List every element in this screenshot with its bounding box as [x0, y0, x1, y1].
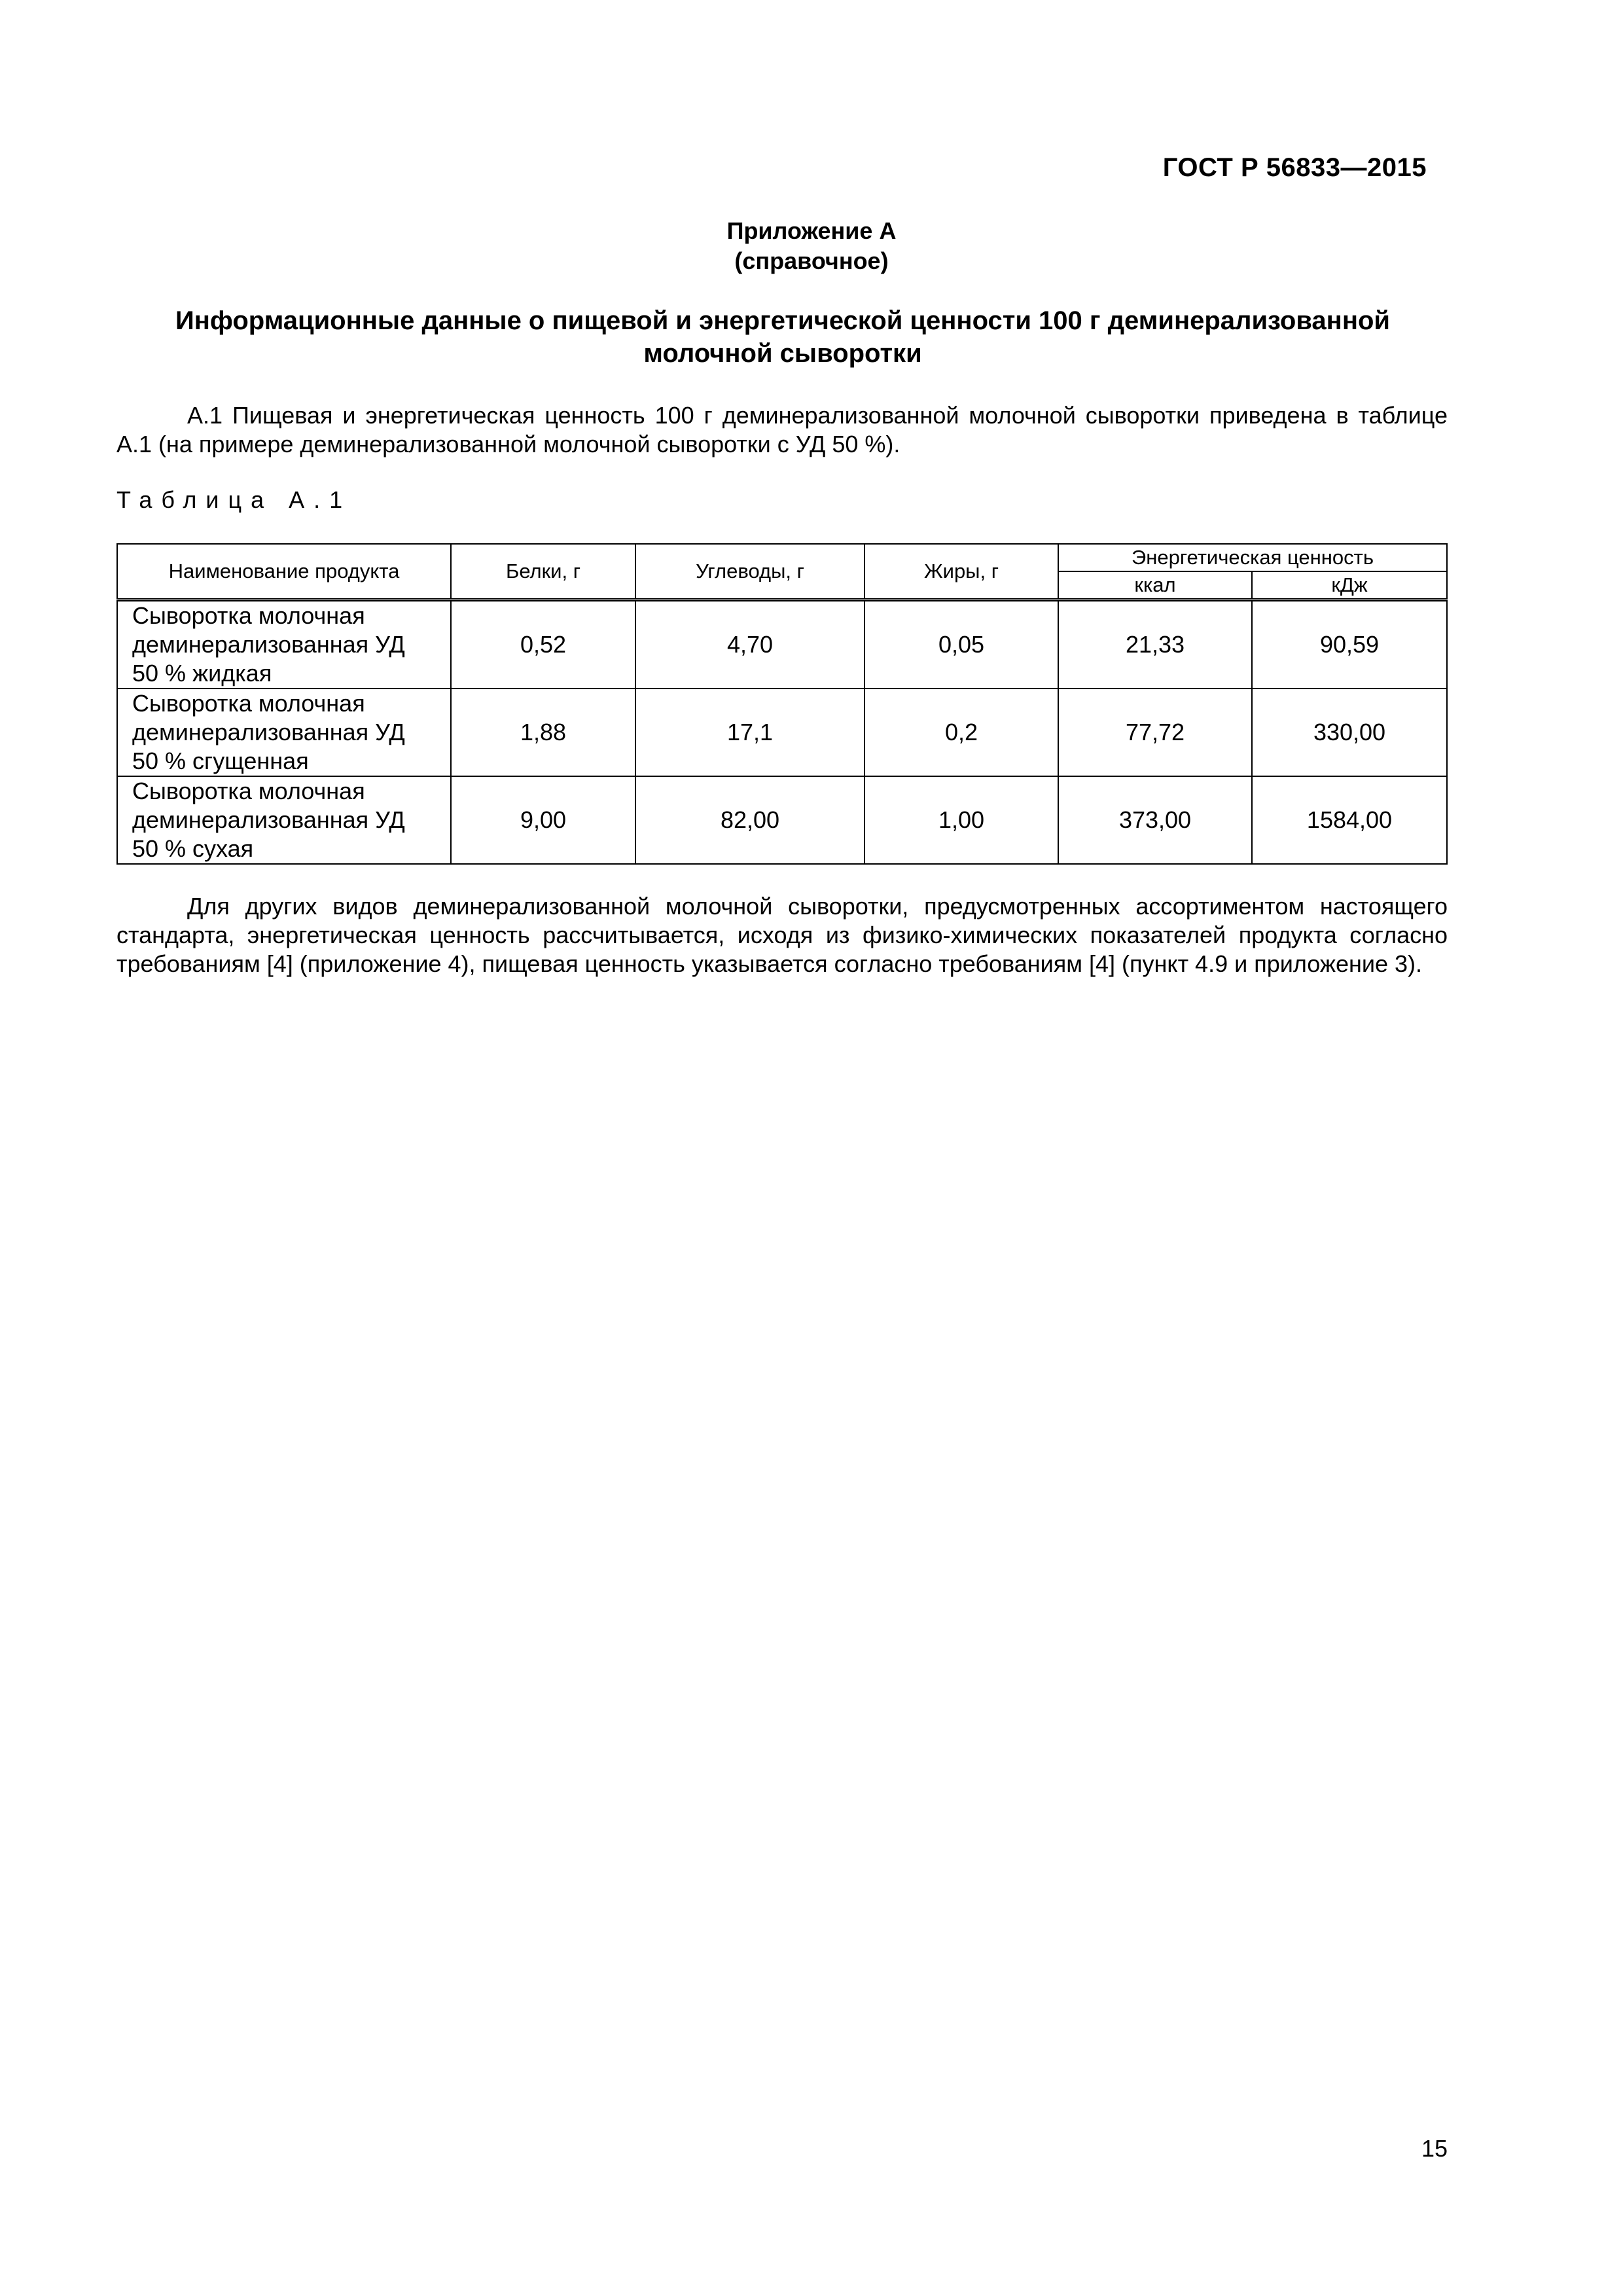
section-heading-line-2: молочной сыворотки — [643, 339, 922, 368]
cell-carbs: 82,00 — [635, 776, 865, 864]
annex-title: Приложение А — [726, 217, 897, 244]
cell-product-name — [117, 689, 451, 776]
cell-fat: 0,05 — [865, 600, 1058, 689]
annex-subtitle: (справочное) — [734, 247, 889, 274]
intro-paragraph: А.1 Пищевая и энергетическая ценность 100 г деминерализованной молочной сыворотки приведена в таблице А.1 (на примере деминерализованной молочной сыворотки с УД 50 %). — [116, 402, 1448, 457]
header-energy: Энергетическая ценность — [1058, 544, 1447, 571]
header-carbs: Углеводы, г — [635, 544, 865, 600]
cell-fat: 0,2 — [865, 689, 1058, 776]
section-heading-line-1: Информационные данные о пищевой и энергетической ценности 100 г деминерализованной — [175, 306, 1391, 335]
closing-paragraph: Для других видов деминерализованной молочной сыворотки, предусмотренных ассортиментом настоящего стандарта, энергетическая ценность рассчитывается, исходя из физико-химических показателей продукта согласно требованиям [4] (приложение 4), пищевая ценность указывается согласно требованиям [4] (пункт 4.9 и приложение 3). — [116, 893, 1448, 977]
page-number: 15 — [1421, 2135, 1448, 2162]
header-fat: Жиры, г — [865, 544, 1058, 600]
product-name-line: Сыворотка молочная — [132, 602, 365, 629]
product-name-line: деминерализованная УД — [132, 631, 405, 658]
product-name-line: Сыворотка молочная — [132, 778, 365, 804]
cell-kj: 90,59 — [1252, 600, 1447, 689]
table-row — [117, 689, 1447, 776]
cell-kcal: 21,33 — [1058, 600, 1252, 689]
header-product: Наименование продукта — [117, 544, 451, 600]
cell-kcal: 373,00 — [1058, 776, 1252, 864]
cell-carbs: 17,1 — [635, 689, 865, 776]
table-row — [117, 776, 1447, 864]
header-kcal: ккал — [1058, 571, 1252, 600]
product-name-line: деминерализованная УД — [132, 719, 405, 745]
cell-kj: 330,00 — [1252, 689, 1447, 776]
cell-kj: 1584,00 — [1252, 776, 1447, 864]
document-code: ГОСТ Р 56833—2015 — [1162, 153, 1427, 182]
cell-fat: 1,00 — [865, 776, 1058, 864]
table-row — [117, 600, 1447, 689]
cell-product-name — [117, 600, 451, 689]
table-header-row — [117, 544, 1447, 571]
product-name-line: деминерализованная УД — [132, 806, 405, 833]
cell-protein: 1,88 — [451, 689, 635, 776]
cell-carbs: 4,70 — [635, 600, 865, 689]
cell-protein: 9,00 — [451, 776, 635, 864]
product-name-line: 50 % жидкая — [132, 660, 272, 687]
section-heading — [118, 304, 1448, 370]
cell-product-name — [117, 776, 451, 864]
nutrition-table — [116, 543, 1448, 865]
table-label: Таблица А.1 — [116, 486, 352, 513]
cell-protein: 0,52 — [451, 600, 635, 689]
header-kj: кДж — [1252, 571, 1447, 600]
header-protein: Белки, г — [451, 544, 635, 600]
product-name-line: Сыворотка молочная — [132, 690, 365, 717]
product-name-line: 50 % сухая — [132, 835, 254, 862]
product-name-line: 50 % сгущенная — [132, 747, 309, 774]
cell-kcal: 77,72 — [1058, 689, 1252, 776]
